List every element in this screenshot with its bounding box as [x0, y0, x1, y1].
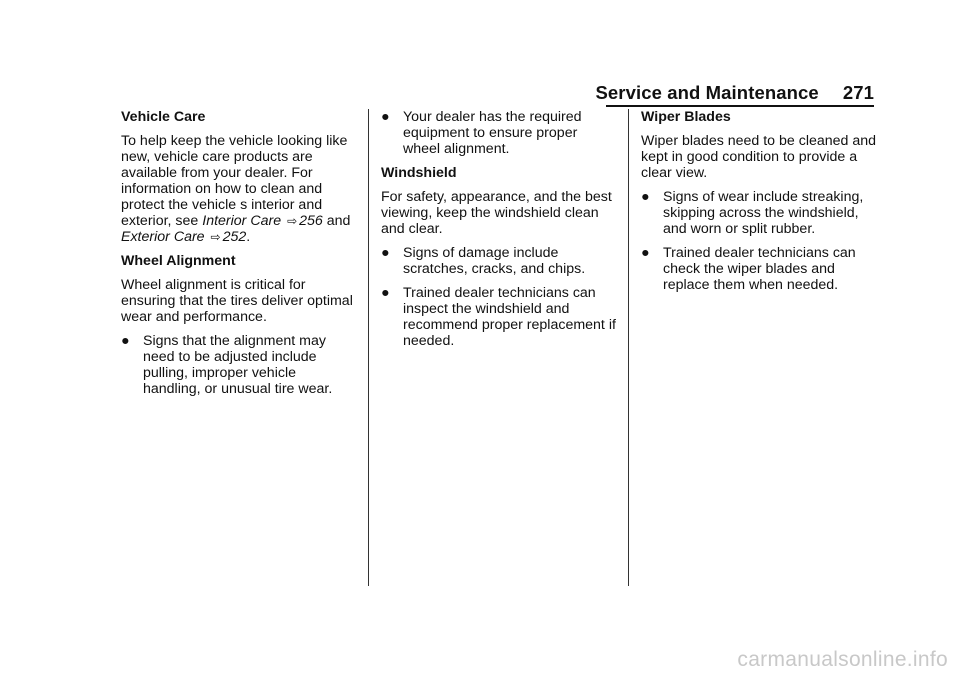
column-divider [628, 109, 629, 586]
bullet-icon: ● [641, 189, 650, 205]
bullet-text: Signs of wear include streaking, skipping across the windshield, and worn or split rubber. [663, 189, 864, 237]
interior-care-page: 256 [299, 213, 323, 229]
watermark: carmanualsonline.info [737, 648, 948, 671]
vehicle-care-text: To help keep the vehicle looking like new, vehicle care products are available from your dealer. For information on how to clean and protect the vehicle s interior and exterior, see [121, 133, 348, 229]
windshield-text: For safety, appearance, and the best viewing, keep the windshield clean and clear. [381, 189, 612, 237]
interior-care-link[interactable]: Interior Care ⇨ 256 [202, 213, 323, 229]
column-divider [368, 109, 369, 586]
exterior-care-link[interactable]: Exterior Care ⇨ 252 [121, 229, 247, 245]
page-number: 271 [842, 82, 874, 103]
list-item [641, 245, 877, 293]
vehicle-care-heading: Vehicle Care [121, 109, 206, 125]
list-item [381, 245, 617, 277]
end-punctuation: . [246, 229, 251, 245]
list-item [121, 333, 357, 397]
exterior-care-page: 252 [222, 229, 247, 245]
bullet-icon: ● [381, 285, 390, 301]
section-title: Service and Maintenance [595, 82, 819, 103]
wiper-blades-heading: Wiper Blades [641, 109, 731, 125]
bullet-icon: ● [381, 109, 390, 125]
wheel-alignment-heading: Wheel Alignment [121, 253, 236, 269]
list-item [381, 109, 617, 157]
bullet-text: Signs that the alignment may need to be adjusted include pulling, improper vehicle handling, or unusual tire wear. [143, 333, 333, 397]
wiper-blades-text: Wiper blades need to be cleaned and kept in good condition to provide a clear view. [641, 133, 877, 181]
and-text: and [326, 213, 351, 229]
bullet-icon: ● [381, 245, 390, 261]
header-rule [606, 105, 874, 107]
bullet-text: Your dealer has the required equipment to ensure proper wheel alignment. [403, 109, 582, 157]
list-item [641, 189, 877, 237]
xref-arrow-icon: ⇨ [287, 214, 298, 228]
bullet-text: Trained dealer technicians can check the wiper blades and replace them when needed. [663, 245, 856, 293]
column-3 [641, 109, 877, 301]
bullet-icon: ● [121, 333, 130, 349]
vehicle-care-paragraph [121, 133, 357, 245]
bullet-icon: ● [641, 245, 650, 261]
column-1 [121, 109, 357, 405]
windshield-heading: Windshield [381, 165, 457, 181]
column-2 [381, 109, 617, 357]
bullet-text: Signs of damage include scratches, cracks, and chips. [403, 245, 586, 277]
list-item [381, 285, 617, 349]
page-header [595, 82, 874, 104]
wheel-alignment-text: Wheel alignment is critical for ensuring that the tires deliver optimal wear and performance. [121, 277, 353, 325]
xref-arrow-icon: ⇨ [210, 230, 221, 244]
bullet-text: Trained dealer technicians can inspect the windshield and recommend proper replacement if needed. [403, 285, 616, 349]
